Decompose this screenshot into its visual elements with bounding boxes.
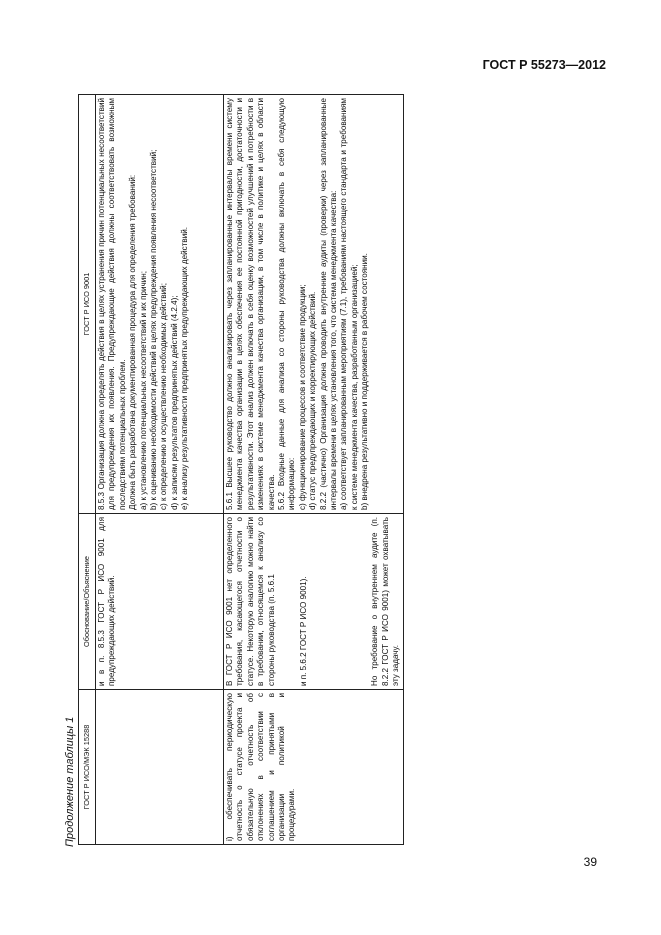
table-row xyxy=(96,95,224,845)
page-number: 39 xyxy=(583,855,597,869)
cell-iso-9001 xyxy=(224,95,404,514)
clause-8-2-2: 8.2.2 (частично) Организация должна проводить внутренние аудиты (проверки) через запланированные интервалы времени в целях установления того, что система менеджмента качества: a) соответствует запланированным мероприятиям (7.1), требованиям настоящего стандарта и требованиям к системе менеджмента качества, разработанным организацией; b) внедрена результативно и поддерживается в рабочем состоянии. xyxy=(318,98,370,510)
table-row xyxy=(224,95,404,845)
rationale-part-3: Но требование о внутреннем аудите (п. 8.2.2 ГОСТ Р ИСО 9001) может охватывать эту задачу. xyxy=(370,517,401,686)
clause-5-6-2: 5.6.2 Входные данные для анализа со стороны руководства должны включать в себя следующую информацию: c) функционирование процессов и соответствие продукции; d) статус предупреждающих и корректирующих действий. xyxy=(277,98,318,510)
column-header-iso-15288: ГОСТ Р ИСО/МЭК 15288 xyxy=(79,690,96,845)
rationale-part-1: В ГОСТ Р ИСО 9001 нет определенного требования, касающегося отчетности о статусе. Некоторую аналогию можно найти в требовании, относящемся к анализу со стороны руководства (п. 5.6.1 xyxy=(225,517,276,686)
comparison-table xyxy=(78,94,404,845)
document-code: ГОСТ Р 55273—2012 xyxy=(482,58,606,72)
cell-rationale xyxy=(224,514,404,690)
column-header-iso-9001: ГОСТ Р ИСО 9001 xyxy=(79,95,96,514)
cell-iso-15288 xyxy=(96,690,224,845)
column-header-rationale: Обоснование/Объяснение xyxy=(79,514,96,690)
cell-iso-15288: i) обеспечивать периодическую отчетность о статусе проекта и обязательную отчетность об отклонениях в соответствии с соглашением и принятыми в организации политикой и процедурами. xyxy=(224,690,404,845)
rotated-table-block xyxy=(62,95,566,845)
cell-rationale: и в п. 8.5.3 ГОСТ Р ИСО 9001 для предупреждающих действий. xyxy=(96,514,224,690)
table-caption: Продолжение таблицы 1 xyxy=(64,716,76,847)
clause-5-6-1: 5.6.1 Высшее руководство должно анализировать через запланированные интервалы времени систему менеджмента качества организации в целях обеспечения ее постоянной пригодности, достаточности и результативности. Этот анализ должен включать в себя оценку возможностей улучшений и потребности в изменениях в системе менеджмента качества организации, в том числе в политике и целях в области качества. xyxy=(225,98,276,510)
table-header-row xyxy=(79,95,96,845)
rationale-part-2: и п. 5.6.2 ГОСТ Р ИСО 9001). xyxy=(299,576,309,686)
cell-iso-9001: 8.5.3 Организация должна определять действия в целях устранения причин потенциальных несоответствий для предупреждения их появления. Предупреждающие действия должны соответствовать возможным последствиям потенциальных проблем. Должна быть разработана документированная процедура для определения требований: a) к установлению потенциальных несоответствий и их причин; b) к оцениванию необходимости действий в целях предупреждения появления несоответствий; c) к определению и осуществлению необходимых действий; d) к записям результатов предпринятых действий (4.2.4); e) к анализу результативности предпринятых предупреждающих действий. xyxy=(96,95,224,514)
